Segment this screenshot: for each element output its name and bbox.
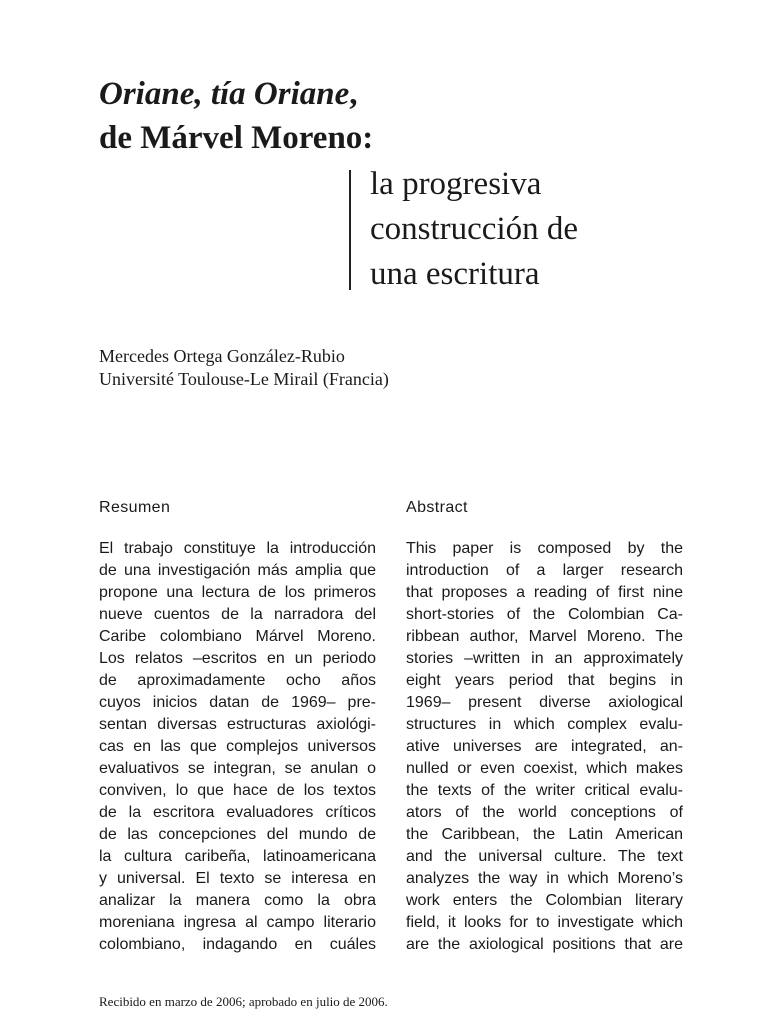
abstract-line: 1969– present diverse axiological — [406, 694, 683, 711]
resumen-line: sentan diversas estructuras axiológi- — [99, 716, 376, 733]
resumen-line: y universal. El texto se interesa en — [99, 870, 376, 887]
abstract-column — [406, 498, 683, 956]
subtitle-vertical-rule — [349, 170, 351, 290]
author-block — [99, 345, 389, 391]
resumen-line: de aproximadamente ocho años — [99, 672, 376, 689]
resumen-line: cuyos inicios datan de 1969– pre- — [99, 694, 376, 711]
resumen-heading: Resumen — [99, 499, 171, 516]
resumen-line: Los relatos –escritos en un periodo — [99, 650, 376, 667]
abstract-line: structures in which complex evalu- — [406, 716, 683, 733]
abstract-line: stories –written in an approximately — [406, 650, 683, 667]
title-comma: , — [349, 76, 358, 112]
abstract-heading: Abstract — [406, 499, 468, 516]
resumen-line: evaluativos se integran, se anulan o — [99, 760, 376, 777]
author-affiliation: Université Toulouse-Le Mirail (Francia) — [99, 369, 389, 389]
subtitle-line: la progresiva — [370, 166, 542, 202]
abstract-line: ators of the world conceptions of — [406, 804, 683, 821]
abstract-line: ative universes are integrated, an- — [406, 738, 683, 755]
abstract-line: the texts of the writer critical evalu- — [406, 782, 683, 799]
resumen-line: El trabajo constituye la introducción — [99, 540, 376, 557]
abstract-line: eight years period that begins in — [406, 672, 683, 689]
abstract-line: analyzes the way in which Moreno’s — [406, 870, 683, 887]
resumen-line: de las concepciones del mundo de — [99, 826, 376, 843]
abstract-line: are the axiological positions that are — [406, 936, 683, 953]
resumen-line: conviven, lo que hace de los textos — [99, 782, 376, 799]
article-subtitle — [370, 162, 578, 297]
abstract-line: This paper is composed by the — [406, 540, 683, 557]
title-line-1 — [99, 72, 373, 116]
author-name: Mercedes Ortega González-Rubio — [99, 346, 345, 366]
abstract-line: introduction of a larger research — [406, 562, 683, 579]
resumen-line: nueve cuentos de la narradora del — [99, 606, 376, 623]
resumen-line: de la escritora evaluadores críticos — [99, 804, 376, 821]
resumen-line: la cultura caribeña, latinoamericana — [99, 848, 376, 865]
subtitle-line: construcción de — [370, 211, 579, 247]
article-title — [99, 72, 373, 160]
abstract-line: short-stories of the Colombian Ca- — [406, 606, 683, 623]
resumen-column — [99, 498, 376, 956]
subtitle-line: una escritura — [370, 256, 540, 292]
received-footnote: Recibido en marzo de 2006; aprobado en julio de 2006. — [99, 994, 388, 1009]
abstract-line: and the universal culture. The text — [406, 848, 683, 865]
abstract-line: work enters the Colombian literary — [406, 892, 683, 909]
abstract-body — [406, 538, 683, 956]
resumen-line: moreniana ingresa al campo literario — [99, 914, 376, 931]
abstract-line: ribbean author, Marvel Moreno. The — [406, 628, 683, 645]
title-italic-part: Oriane, tía Oriane — [99, 76, 350, 112]
resumen-line: analizar la manera como la obra — [99, 892, 376, 909]
resumen-line: Caribe colombiano Márvel Moreno. — [99, 628, 376, 645]
resumen-body — [99, 538, 376, 956]
resumen-line: colombiano, indagando en cuáles — [99, 936, 376, 953]
title-line-2: de Márvel Moreno: — [99, 120, 374, 156]
abstract-line: nulled or even coexist, which makes — [406, 760, 683, 777]
abstract-line: field, it looks for to investigate which — [406, 914, 683, 931]
abstract-line: that proposes a reading of first nine — [406, 584, 683, 601]
resumen-line: de una investigación más amplia que — [99, 562, 376, 579]
resumen-line: propone una lectura de los primeros — [99, 584, 376, 601]
resumen-line: cas en las que complejos universos — [99, 738, 376, 755]
abstract-line: the Caribbean, the Latin American — [406, 826, 683, 843]
